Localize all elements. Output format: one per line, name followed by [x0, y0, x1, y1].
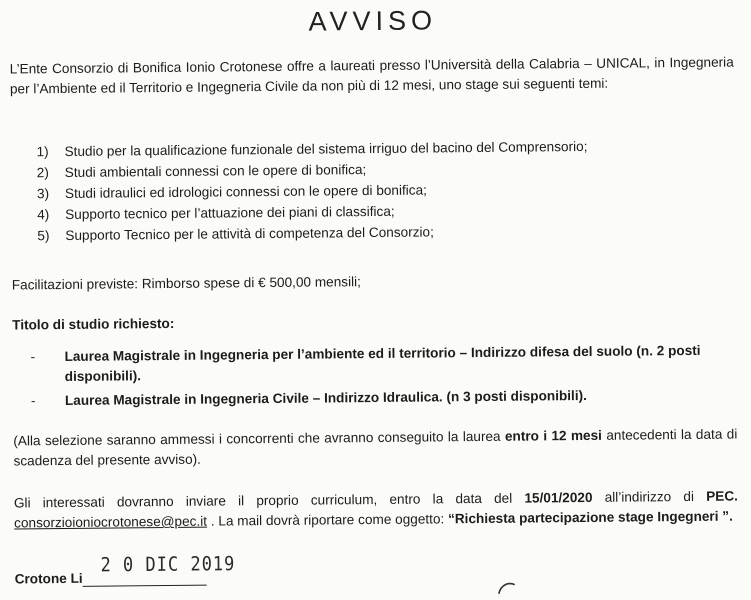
instructions-text: . La mail dovrà riportare come oggetto: [206, 511, 449, 529]
selection-note [13, 425, 737, 472]
instructions-text: Gli interessati dovranno inviare il proprio curriculum, entro la data del [13, 490, 525, 511]
list-text: Studi ambientali connessi con le opere di bonifica; [64, 162, 367, 180]
list-text: Studi idraulici ed idrologici connessi con le opere di bonifica; [64, 182, 427, 201]
pec-label: PEC. [706, 488, 738, 504]
place-label: Crotone Li [14, 570, 83, 587]
list-number: 3) [36, 186, 50, 202]
list-item [30, 341, 738, 388]
list-text: Supporto Tecnico per le attività di competenza del Consorzio; [65, 224, 434, 243]
instructions-text: all’indirizzo di [592, 488, 707, 505]
page-title: AVVISO [308, 5, 438, 37]
dash-bullet: - [30, 349, 36, 365]
dash-bullet: - [30, 393, 36, 409]
list-number: 5) [37, 228, 50, 244]
list-text: Studio per la qualificazione funzionale del sistema irriguo del bacino del Comprensorio; [64, 138, 588, 159]
pen-stroke-mark [495, 579, 525, 595]
note-text: antecedenti la data di scadenza del presente avviso). [13, 426, 738, 469]
list-item [31, 385, 739, 412]
topics-list [36, 135, 717, 247]
list-text: Supporto tecnico per l’attuazione dei piani di classifica; [65, 203, 395, 222]
degrees-list [30, 341, 739, 416]
list-text: Laurea Magistrale in Ingegneria Civile – Indirizzo Idraulica. (n 3 posti disponibili). [64, 387, 587, 408]
instructions-paragraph [14, 487, 738, 534]
deadline-date: 15/01/2020 [524, 489, 593, 506]
note-text: (Alla selezione saranno ammessi i concorrenti che avranno conseguito la laurea [13, 428, 506, 449]
note-bold-text: entro i 12 mesi [504, 427, 602, 444]
stamped-date: 2 0 DIC 2019 [100, 552, 236, 578]
list-number: 2) [36, 165, 49, 181]
email-subject: “Richiesta partecipazione stage Ingegneri ”. [447, 508, 733, 527]
email-link[interactable]: consorzioioniocrotonese@pec.it [14, 513, 208, 531]
facilitazioni-text: Facilitazioni previste: Rimborso spese di € 500,00 mensili; [11, 274, 361, 293]
intro-paragraph: L’Ente Consorzio di Bonifica Ionio Crotonese offre a laureati presso l’Università della Calabria – UNICAL, in Ingegneria per l’Ambiente ed il Territorio e Ingegneria Civile da non più di 12 mesi, uno stage sui seguenti temi: [9, 54, 734, 97]
list-text: Laurea Magistrale in Ingegneria per l’ambiente ed il territorio – Indirizzo difesa del suolo (n. 2 posti disponibili). [64, 342, 701, 384]
list-number: 1) [36, 144, 49, 160]
list-number: 4) [37, 207, 50, 223]
titolo-heading: Titolo di studio richiesto: [12, 315, 175, 333]
signature-line [83, 585, 207, 587]
